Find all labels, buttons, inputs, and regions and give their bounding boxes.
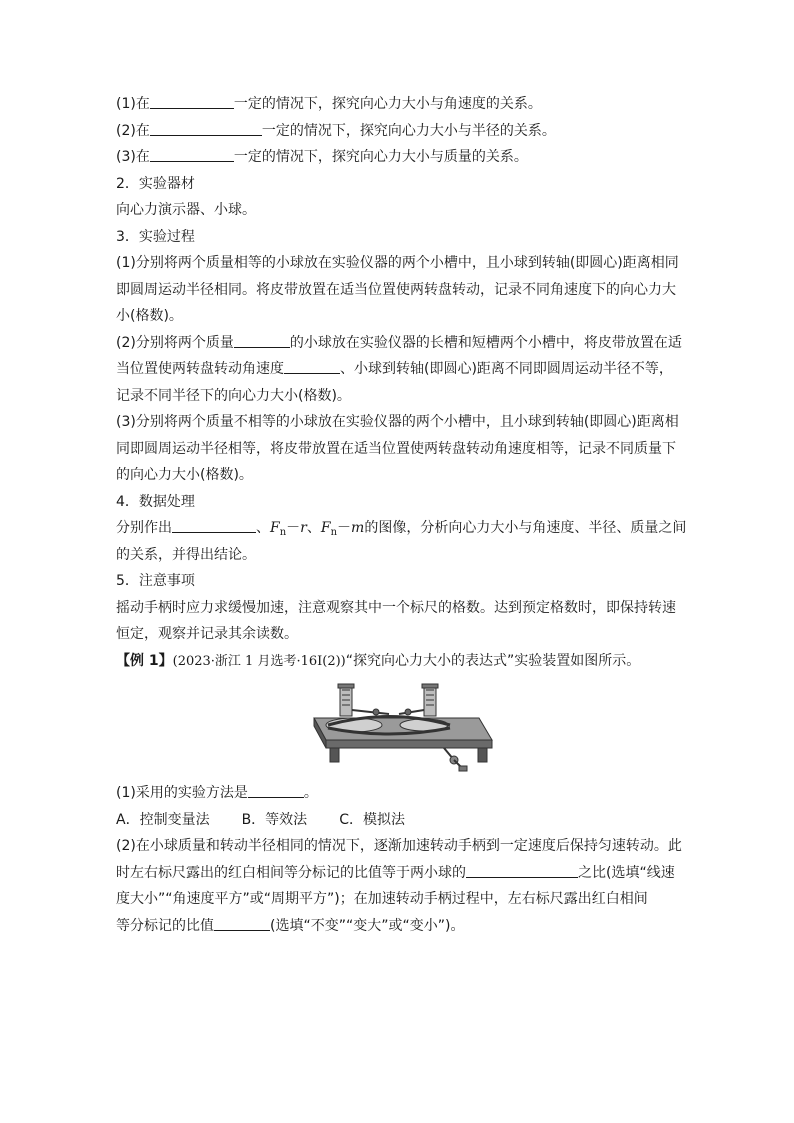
text-run: 当位置使两转盘转动角速度 [116, 361, 284, 377]
formula-fn-r: $F_n-r$ [270, 520, 307, 538]
example-source: (2023·浙江 1 月选考·16Ⅰ(2)) [172, 653, 346, 669]
goal-1 [116, 91, 682, 118]
goal-1-suffix: 一定的情况下，探究向心力大小与角速度的关系。 [233, 96, 542, 112]
goal-3-prefix: (3)在 [116, 149, 150, 165]
notes-line: 摇动手柄时应力求缓慢加速，注意观察其中一个标尺的格数。达到预定格数时，即保持转速 [116, 599, 676, 616]
answer-blank[interactable] [466, 862, 578, 878]
option-c[interactable]: C．模拟法 [339, 811, 405, 828]
answer-blank[interactable] [150, 146, 234, 162]
text-run: 之比(选填“线速 [578, 864, 675, 881]
answer-blank[interactable] [150, 93, 234, 109]
goal-3 [116, 144, 682, 171]
answer-blank[interactable] [248, 782, 304, 798]
process-p2-line [116, 330, 682, 357]
process-p3-line: 的向心力大小(格数)。 [116, 467, 253, 483]
section-heading-process: 3．实验过程 [116, 228, 195, 245]
data-line-2: 的关系，并得出结论。 [116, 546, 256, 563]
question-2-line [116, 913, 682, 940]
question-2-line: (2)在小球质量和转动半径相同的情况下，逐渐加速转动手柄到一定速度后保持匀速转动。此 [116, 838, 682, 854]
process-p1-line: 即圆周运动半径相同。将皮带放置在适当位置使两转盘转动，记录不同角速度下的向心力大 [116, 281, 676, 298]
process-p1-line: (1)分别将两个质量相等的小球放在实验仪器的两个小槽中，且小球到转轴(即圆心)距离相同 [116, 255, 679, 271]
process-p1-line: 小(格数)。 [116, 308, 183, 324]
text-run: 的图像，分析向心力大小与角速度、半径、质量之间 [364, 520, 687, 536]
text-run: 。 [303, 785, 318, 801]
text-run: (选填“不变”“变大”或“变小”)。 [270, 917, 465, 934]
section-heading-equipment: 2．实验器材 [116, 175, 195, 192]
text-run: 的小球放在实验仪器的长槽和短槽两个小槽中，将皮带放置在适 [289, 334, 682, 351]
process-p3-line: 同即圆周运动半径相等，将皮带放置在适当位置使两转盘转动角速度相等，记录不同质量下 [116, 440, 676, 457]
text-run: (1)采用的实验方法是 [116, 785, 248, 801]
document-page [116, 91, 687, 939]
answer-blank[interactable] [150, 120, 262, 136]
section-heading-data: 4．数据处理 [116, 493, 195, 510]
option-b[interactable]: B．等效法 [241, 811, 308, 828]
example-intro: “探究向心力大小的表达式”实验装置如图所示。 [345, 652, 641, 669]
equipment-text: 向心力演示器、小球。 [116, 202, 256, 218]
process-p2-line: 记录不同半径下的向心力大小(格数)。 [116, 387, 351, 404]
question-1 [116, 780, 682, 807]
text-run: 分别作出 [116, 520, 172, 536]
text-run: (2)分别将两个质量 [116, 334, 234, 351]
answer-blank[interactable] [284, 358, 340, 374]
goal-3-suffix: 一定的情况下，探究向心力大小与质量的关系。 [233, 149, 528, 165]
answer-blank[interactable] [234, 332, 290, 348]
text-run: 、小球到转轴(即圆心)距离不同即圆周运动半径不等， [340, 361, 673, 377]
process-p3-line: (3)分别将两个质量不相等的小球放在实验仪器的两个小槽中，且小球到转轴(即圆心)距离相 [116, 414, 679, 430]
goal-1-prefix: (1)在 [116, 96, 150, 112]
answer-blank[interactable] [172, 517, 256, 533]
example-heading [116, 648, 682, 675]
process-p2-line [116, 356, 682, 383]
goal-2-prefix: (2)在 [116, 122, 150, 139]
question-2-line [116, 860, 682, 887]
goal-2-suffix: 一定的情况下，探究向心力大小与半径的关系。 [261, 122, 556, 139]
option-a[interactable]: A．控制变量法 [116, 811, 210, 828]
centripetal-force-apparatus-image [304, 678, 494, 776]
notes-line: 恒定，观察并记录其余读数。 [116, 626, 298, 642]
question-2-line: 度大小”“角速度平方”或“周期平方”)；在加速转动手柄过程中，左右标尺露出红白相间 [116, 891, 648, 907]
text-run: 、 [306, 520, 321, 536]
example-tag: 【例 1】 [116, 652, 173, 669]
goal-2 [116, 118, 682, 145]
question-1-options [116, 807, 682, 834]
formula-fn-m: $F_n-m$ [320, 520, 365, 538]
data-line-1 [116, 515, 687, 542]
section-heading-notes: 5．注意事项 [116, 573, 195, 589]
answer-blank[interactable] [214, 915, 270, 931]
text-run: 等分标记的比值 [116, 917, 214, 934]
apparatus-figure [116, 678, 682, 778]
text-run: 、 [256, 520, 270, 536]
text-run: 时左右标尺露出的红白相间等分标记的比值等于两小球的 [116, 864, 466, 881]
